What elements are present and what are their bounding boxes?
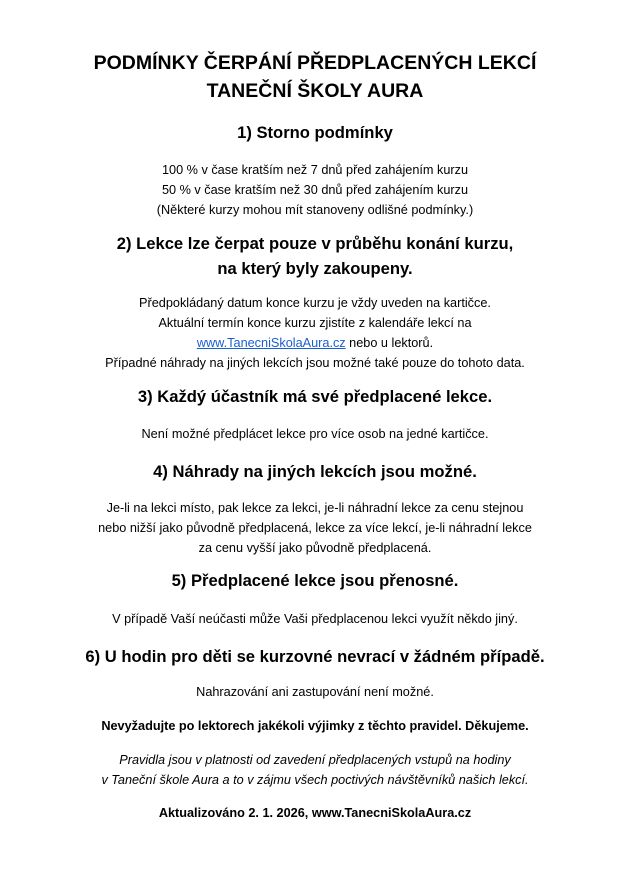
document-title <box>0 49 630 105</box>
validity-line: v Taneční škole Aura a to v zájmu všech poctivých návštěvníků našich lekcí. <box>101 773 529 787</box>
section-2-text <box>0 293 630 373</box>
section-4-text <box>0 498 630 558</box>
section-1-heading: 1) Storno podmínky <box>237 123 393 142</box>
section-2-link-line <box>0 333 630 353</box>
section-4-line: nebo nižší jako původně předplacená, lekce za více lekcí, je-li náhradní lekce <box>98 521 532 535</box>
title-line-1: PODMÍNKY ČERPÁNÍ PŘEDPLACENÝCH LEKCÍ <box>93 52 537 74</box>
title-line-2: TANEČNÍ ŠKOLY AURA <box>206 80 424 102</box>
validity-line: Pravidla jsou v platnosti od zavedení předplacených vstupů na hodiny <box>119 753 511 767</box>
website-link[interactable]: www.TanecniSkolaAura.cz <box>196 336 346 350</box>
section-1-line: 100 % v čase kratším než 7 dnů před zahájením kurzu <box>161 163 469 177</box>
section-4-line: za cenu vyšší jako původně předplacená. <box>198 541 432 555</box>
section-2-link-suffix: nebo u lektorů. <box>345 336 434 350</box>
section-2-heading <box>0 231 630 281</box>
section-4-line: Je-li na lekci místo, pak lekce za lekci, je-li náhradní lekce za cenu stejnou <box>106 501 524 515</box>
section-2-line: Předpokládaný datum konce kurzu je vždy uveden na kartičce. <box>139 296 491 310</box>
section-1-text <box>0 160 630 220</box>
section-2-heading-line-2: na který byly zakoupeny. <box>217 259 413 278</box>
section-2-heading-line-1: 2) Lekce lze čerpat pouze v průběhu konání kurzu, <box>116 234 514 253</box>
section-6-text: Nahrazování ani zastupování není možné. <box>196 685 434 699</box>
section-1-line: (Některé kurzy mohou mít stanoveny odlišné podmínky.) <box>156 203 474 217</box>
section-2-line: Případné náhrady na jiných lekcích jsou možné také pouze do tohoto data. <box>105 356 525 370</box>
footer-updated: Aktualizováno 2. 1. 2026, www.TanecniSkolaAura.cz <box>158 806 472 820</box>
validity-text <box>0 750 630 790</box>
section-2-line: Aktuální termín konce kurzu zjistíte z kalendáře lekcí na <box>158 316 472 330</box>
section-1-line: 50 % v čase kratším než 30 dnů před zahájením kurzu <box>161 183 469 197</box>
section-3-text: Není možné předplácet lekce pro více osob na jedné kartičce. <box>141 427 489 441</box>
notice-text: Nevyžadujte po lektorech jakékoli výjimky z těchto pravidel. Děkujeme. <box>101 719 529 733</box>
section-5-text: V případě Vaší neúčasti může Vaši předplacenou lekci využít někdo jiný. <box>112 612 518 626</box>
section-3-heading: 3) Každý účastník má své předplacené lekce. <box>137 387 493 406</box>
section-4-heading: 4) Náhrady na jiných lekcích jsou možné. <box>153 462 477 481</box>
section-6-heading: 6) U hodin pro děti se kurzovné nevrací v žádném případě. <box>85 647 545 666</box>
section-5-heading: 5) Předplacené lekce jsou přenosné. <box>171 571 459 590</box>
